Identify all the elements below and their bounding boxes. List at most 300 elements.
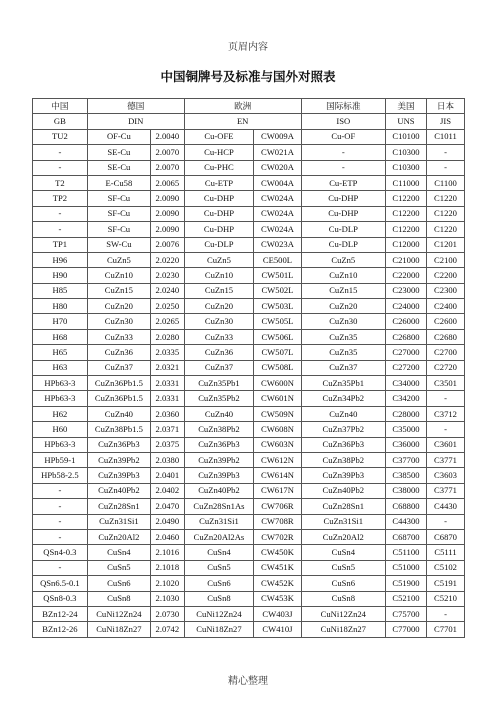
cell-en-number: CW702R	[254, 529, 301, 544]
cell-en-grade: CuZn15	[184, 283, 254, 298]
table-row	[33, 175, 465, 190]
cell-uns: C77000	[385, 622, 426, 637]
cell-din-grade: E-Cu58	[87, 175, 150, 190]
cell-en-number: CW608N	[254, 422, 301, 437]
cell-uns: C51000	[385, 560, 426, 575]
cell-gb: -	[33, 483, 88, 498]
cell-en-number: CW009A	[254, 129, 301, 144]
cell-gb: -	[33, 529, 88, 544]
cell-en-grade: Cu-PHC	[184, 160, 254, 175]
cell-din-number: 2.0331	[150, 376, 184, 391]
cell-uns: C37700	[385, 452, 426, 467]
table-row	[33, 268, 465, 283]
table-row	[33, 606, 465, 621]
cell-iso: CuZn34Pb2	[301, 391, 385, 406]
cell-en-number: CW509N	[254, 406, 301, 421]
header-europe: 欧洲	[184, 99, 301, 114]
cell-gb: BZn12-24	[33, 606, 88, 621]
cell-iso: CuZn40Pb2	[301, 483, 385, 498]
cell-din-grade: CuNi12Zn24	[87, 606, 150, 621]
cell-en-number: CW403J	[254, 606, 301, 621]
cell-din-number: 2.1020	[150, 576, 184, 591]
cell-din-number: 2.0065	[150, 175, 184, 190]
cell-iso: Cu-ETP	[301, 175, 385, 190]
table-row	[33, 468, 465, 483]
cell-en-number: CW024A	[254, 206, 301, 221]
cell-din-grade: CuZn36Pb1.5	[87, 391, 150, 406]
cell-uns: C10100	[385, 129, 426, 144]
cell-en-number: CW020A	[254, 160, 301, 175]
cell-jis: C1220	[427, 222, 465, 237]
cell-iso: Cu-DHP	[301, 206, 385, 221]
cell-gb: H65	[33, 345, 88, 360]
cell-din-grade: CuZn20	[87, 299, 150, 314]
cell-iso: CuSn4	[301, 545, 385, 560]
cell-din-grade: CuZn31Si1	[87, 514, 150, 529]
cell-gb: -	[33, 514, 88, 529]
cell-en-number: CW450K	[254, 545, 301, 560]
table-row	[33, 191, 465, 206]
cell-gb: TP1	[33, 237, 88, 252]
cell-uns: C27200	[385, 360, 426, 375]
table-row	[33, 376, 465, 391]
cell-en-number: CW024A	[254, 191, 301, 206]
table-row	[33, 206, 465, 221]
header-international: 国际标准	[301, 99, 385, 114]
cell-iso: CuSn8	[301, 591, 385, 606]
cell-uns: C38500	[385, 468, 426, 483]
table-row	[33, 452, 465, 467]
cell-iso: Cu-OF	[301, 129, 385, 144]
cell-iso: CuZn15	[301, 283, 385, 298]
table-row	[33, 237, 465, 252]
cell-din-grade: CuZn39Pb3	[87, 468, 150, 483]
cell-din-grade: CuSn8	[87, 591, 150, 606]
cell-din-grade: CuZn20Al2	[87, 529, 150, 544]
cell-din-number: 2.0321	[150, 360, 184, 375]
table-row	[33, 499, 465, 514]
cell-gb: T2	[33, 175, 88, 190]
table-row	[33, 299, 465, 314]
header-row-standard	[33, 114, 465, 129]
cell-jis: C2700	[427, 345, 465, 360]
cell-gb: TP2	[33, 191, 88, 206]
cell-gb: H60	[33, 422, 88, 437]
cell-din-number: 2.0090	[150, 222, 184, 237]
cell-iso: Cu-DLP	[301, 237, 385, 252]
table-row	[33, 314, 465, 329]
cell-jis: C2200	[427, 268, 465, 283]
cell-uns: C27000	[385, 345, 426, 360]
cell-jis: C2720	[427, 360, 465, 375]
cell-din-number: 2.0090	[150, 206, 184, 221]
cell-jis: C6870	[427, 529, 465, 544]
cell-en-number: CW601N	[254, 391, 301, 406]
cell-jis: -	[427, 422, 465, 437]
cell-din-grade: CuZn40	[87, 406, 150, 421]
table-row	[33, 391, 465, 406]
cell-en-number: CW507L	[254, 345, 301, 360]
cell-din-grade: CuZn39Pb2	[87, 452, 150, 467]
cell-din-grade: CuZn38Pb1.5	[87, 422, 150, 437]
cell-uns: C38000	[385, 483, 426, 498]
cell-din-number: 2.0220	[150, 252, 184, 267]
cell-din-number: 2.0040	[150, 129, 184, 144]
table-container	[32, 98, 465, 638]
cell-jis: C5191	[427, 576, 465, 591]
cell-uns: C21000	[385, 252, 426, 267]
cell-en-grade: Cu-ETP	[184, 175, 254, 190]
cell-jis: C5102	[427, 560, 465, 575]
cell-din-number: 2.0730	[150, 606, 184, 621]
cell-uns: C12000	[385, 237, 426, 252]
cell-iso: CuZn35	[301, 329, 385, 344]
cell-en-grade: CuSn6	[184, 576, 254, 591]
table-row	[33, 222, 465, 237]
cell-gb: H90	[33, 268, 88, 283]
cell-gb: QSn8-0.3	[33, 591, 88, 606]
cell-en-grade: CuZn37	[184, 360, 254, 375]
table-row	[33, 422, 465, 437]
cell-din-grade: SW-Cu	[87, 237, 150, 252]
cell-din-grade: CuZn36Pb3	[87, 437, 150, 452]
table-row	[33, 545, 465, 560]
cell-en-grade: CuZn10	[184, 268, 254, 283]
cell-din-grade: CuZn30	[87, 314, 150, 329]
cell-din-number: 2.0331	[150, 391, 184, 406]
cell-gb: -	[33, 560, 88, 575]
table-row	[33, 360, 465, 375]
cell-din-number: 2.1016	[150, 545, 184, 560]
cell-din-grade: CuZn40Pb2	[87, 483, 150, 498]
cell-uns: C23000	[385, 283, 426, 298]
header-usa: 美国	[385, 99, 426, 114]
cell-din-grade: SE-Cu	[87, 160, 150, 175]
cell-en-number: CW023A	[254, 237, 301, 252]
cell-din-grade: SE-Cu	[87, 145, 150, 160]
cell-en-grade: CuZn5	[184, 252, 254, 267]
cell-en-number: CW503L	[254, 299, 301, 314]
cell-en-grade: CuZn36Pb3	[184, 437, 254, 452]
table-row	[33, 560, 465, 575]
table-row	[33, 329, 465, 344]
cell-gb: H62	[33, 406, 88, 421]
cell-jis: C5111	[427, 545, 465, 560]
cell-gb: -	[33, 145, 88, 160]
table-body	[33, 129, 465, 637]
header-gb: GB	[33, 114, 88, 129]
cell-din-number: 2.0070	[150, 160, 184, 175]
cell-uns: C12200	[385, 191, 426, 206]
cell-gb: H63	[33, 360, 88, 375]
cell-uns: C68800	[385, 499, 426, 514]
cell-en-grade: Cu-DHP	[184, 222, 254, 237]
header-jis: JIS	[427, 114, 465, 129]
cell-din-grade: SF-Cu	[87, 206, 150, 221]
header-germany: 德国	[87, 99, 184, 114]
cell-uns: C11000	[385, 175, 426, 190]
table-row	[33, 622, 465, 637]
cell-din-number: 2.0280	[150, 329, 184, 344]
cell-gb: HPb63-3	[33, 391, 88, 406]
cell-jis: C3501	[427, 376, 465, 391]
cell-gb: HPb63-3	[33, 437, 88, 452]
cell-iso: CuZn35	[301, 345, 385, 360]
cell-jis: -	[427, 145, 465, 160]
cell-jis: C3601	[427, 437, 465, 452]
cell-jis: C1201	[427, 237, 465, 252]
cell-gb: H96	[33, 252, 88, 267]
cell-din-number: 2.0402	[150, 483, 184, 498]
cell-en-grade: CuZn30	[184, 314, 254, 329]
cell-gb: TU2	[33, 129, 88, 144]
cell-gb: BZn12-26	[33, 622, 88, 637]
cell-en-number: CW452K	[254, 576, 301, 591]
cell-iso: -	[301, 160, 385, 175]
cell-jis: C1100	[427, 175, 465, 190]
cell-din-grade: SF-Cu	[87, 222, 150, 237]
cell-en-number: CW453K	[254, 591, 301, 606]
cell-en-grade: CuZn33	[184, 329, 254, 344]
cell-jis: C1220	[427, 191, 465, 206]
header-china: 中国	[33, 99, 88, 114]
cell-din-grade: CuZn36	[87, 345, 150, 360]
cell-en-grade: Cu-OFE	[184, 129, 254, 144]
cell-iso: CuSn5	[301, 560, 385, 575]
cell-en-grade: CuZn39Pb3	[184, 468, 254, 483]
cell-jis: C2400	[427, 299, 465, 314]
cell-en-grade: CuZn38Pb2	[184, 422, 254, 437]
cell-din-grade: CuZn5	[87, 252, 150, 267]
cell-gb: -	[33, 160, 88, 175]
table-row	[33, 437, 465, 452]
cell-din-grade: CuZn37	[87, 360, 150, 375]
cell-gb: QSn6.5-0.1	[33, 576, 88, 591]
cell-din-grade: CuNi18Zn27	[87, 622, 150, 637]
cell-en-grade: CuZn31Si1	[184, 514, 254, 529]
cell-gb: H80	[33, 299, 88, 314]
cell-jis: C2600	[427, 314, 465, 329]
cell-din-number: 2.0380	[150, 452, 184, 467]
cell-iso: CuZn37	[301, 360, 385, 375]
table-row	[33, 160, 465, 175]
cell-jis: C4430	[427, 499, 465, 514]
cell-en-number: CE500L	[254, 252, 301, 267]
cell-en-grade: Cu-DLP	[184, 237, 254, 252]
page-header: 页眉内容	[228, 42, 268, 53]
cell-din-grade: CuSn5	[87, 560, 150, 575]
cell-iso: CuZn36Pb3	[301, 437, 385, 452]
table-row	[33, 529, 465, 544]
cell-jis: C3771	[427, 452, 465, 467]
cell-en-number: CW612N	[254, 452, 301, 467]
cell-din-grade: CuZn36Pb1.5	[87, 376, 150, 391]
cell-iso: CuZn5	[301, 252, 385, 267]
cell-en-number: CW603N	[254, 437, 301, 452]
header-row-region	[33, 99, 465, 114]
cell-jis: -	[427, 514, 465, 529]
cell-uns: C26000	[385, 314, 426, 329]
table-row	[33, 345, 465, 360]
cell-jis: C1220	[427, 206, 465, 221]
cell-en-number: CW021A	[254, 145, 301, 160]
cell-iso: CuZn40	[301, 406, 385, 421]
cell-en-grade: CuZn36	[184, 345, 254, 360]
cell-uns: C75700	[385, 606, 426, 621]
cell-din-number: 2.0360	[150, 406, 184, 421]
cell-uns: C26800	[385, 329, 426, 344]
cell-jis: C2680	[427, 329, 465, 344]
cell-din-grade: CuZn33	[87, 329, 150, 344]
cell-din-grade: CuZn15	[87, 283, 150, 298]
cell-jis: C2100	[427, 252, 465, 267]
cell-gb: HPb59-1	[33, 452, 88, 467]
cell-uns: C34000	[385, 376, 426, 391]
cell-din-number: 2.0335	[150, 345, 184, 360]
cell-uns: C22000	[385, 268, 426, 283]
cell-en-number: CW617N	[254, 483, 301, 498]
table-row	[33, 283, 465, 298]
cell-gb: H85	[33, 283, 88, 298]
cell-iso: CuZn38Pb2	[301, 452, 385, 467]
table-row	[33, 591, 465, 606]
cell-en-grade: CuZn35Pb1	[184, 376, 254, 391]
cell-gb: HPb63-3	[33, 376, 88, 391]
cell-en-grade: CuZn39Pb2	[184, 452, 254, 467]
cell-uns: C12200	[385, 222, 426, 237]
table-row	[33, 576, 465, 591]
cell-iso: CuZn39Pb3	[301, 468, 385, 483]
cell-en-grade: CuZn20	[184, 299, 254, 314]
cell-din-number: 2.0470	[150, 499, 184, 514]
cell-din-number: 2.0742	[150, 622, 184, 637]
cell-din-grade: CuZn10	[87, 268, 150, 283]
cell-uns: C12200	[385, 206, 426, 221]
cell-din-number: 2.0401	[150, 468, 184, 483]
cell-iso: CuNi18Zn27	[301, 622, 385, 637]
cell-uns: C24000	[385, 299, 426, 314]
cell-uns: C51100	[385, 545, 426, 560]
cell-en-number: CW501L	[254, 268, 301, 283]
cell-din-grade: OF-Cu	[87, 129, 150, 144]
cell-iso: CuZn28Sn1	[301, 499, 385, 514]
cell-en-grade: CuZn28Sn1As	[184, 499, 254, 514]
cell-gb: H70	[33, 314, 88, 329]
cell-uns: C10300	[385, 145, 426, 160]
cell-en-number: CW506L	[254, 329, 301, 344]
table-row	[33, 514, 465, 529]
cell-en-number: CW004A	[254, 175, 301, 190]
cell-din-grade: CuZn28Sn1	[87, 499, 150, 514]
cell-jis: C3603	[427, 468, 465, 483]
cell-gb: -	[33, 499, 88, 514]
header-japan: 日本	[427, 99, 465, 114]
cell-en-grade: Cu-HCP	[184, 145, 254, 160]
cell-din-grade: SF-Cu	[87, 191, 150, 206]
cell-jis: C3771	[427, 483, 465, 498]
cell-gb: -	[33, 206, 88, 221]
cell-din-number: 2.0070	[150, 145, 184, 160]
cell-jis: -	[427, 160, 465, 175]
cell-en-grade: Cu-DHP	[184, 206, 254, 221]
cell-iso: CuNi12Zn24	[301, 606, 385, 621]
cell-uns: C36000	[385, 437, 426, 452]
table-row	[33, 129, 465, 144]
cell-en-number: CW706R	[254, 499, 301, 514]
cell-en-grade: CuZn40Pb2	[184, 483, 254, 498]
cell-jis: C1011	[427, 129, 465, 144]
cell-en-number: CW505L	[254, 314, 301, 329]
cell-en-number: CW451K	[254, 560, 301, 575]
cell-gb: QSn4-0.3	[33, 545, 88, 560]
header-uns: UNS	[385, 114, 426, 129]
cell-din-grade: CuSn4	[87, 545, 150, 560]
cell-en-number: CW502L	[254, 283, 301, 298]
cell-uns: C28000	[385, 406, 426, 421]
cell-uns: C51900	[385, 576, 426, 591]
cell-din-number: 2.0375	[150, 437, 184, 452]
cell-uns: C35000	[385, 422, 426, 437]
cell-en-grade: CuSn8	[184, 591, 254, 606]
cell-iso: CuZn20Al2	[301, 529, 385, 544]
cell-iso: Cu-DLP	[301, 222, 385, 237]
cell-iso: CuZn35Pb1	[301, 376, 385, 391]
cell-iso: CuZn20	[301, 299, 385, 314]
cell-uns: C68700	[385, 529, 426, 544]
cell-iso: CuZn30	[301, 314, 385, 329]
cell-iso: CuZn10	[301, 268, 385, 283]
header-en: EN	[184, 114, 301, 129]
cell-din-number: 2.0240	[150, 283, 184, 298]
cell-iso: CuZn37Pb2	[301, 422, 385, 437]
cell-iso: CuSn6	[301, 576, 385, 591]
cell-din-number: 2.0076	[150, 237, 184, 252]
cell-en-grade: CuNi18Zn27	[184, 622, 254, 637]
copper-grade-comparison-table	[32, 98, 465, 638]
cell-en-grade: Cu-DHP	[184, 191, 254, 206]
cell-en-number: CW600N	[254, 376, 301, 391]
cell-din-grade: CuSn6	[87, 576, 150, 591]
cell-en-grade: CuZn40	[184, 406, 254, 421]
cell-iso: Cu-DHP	[301, 191, 385, 206]
cell-din-number: 2.1018	[150, 560, 184, 575]
cell-gb: HPb58-2.5	[33, 468, 88, 483]
cell-en-grade: CuNi12Zn24	[184, 606, 254, 621]
cell-uns: C10300	[385, 160, 426, 175]
header-iso: ISO	[301, 114, 385, 129]
document-title: 中国铜牌号及标准与国外对照表	[160, 69, 336, 84]
cell-jis: C2300	[427, 283, 465, 298]
cell-en-grade: CuZn35Pb2	[184, 391, 254, 406]
cell-iso: -	[301, 145, 385, 160]
table-header	[33, 99, 465, 130]
table-row	[33, 252, 465, 267]
cell-uns: C52100	[385, 591, 426, 606]
table-row	[33, 145, 465, 160]
cell-din-number: 2.0090	[150, 191, 184, 206]
cell-din-number: 2.0250	[150, 299, 184, 314]
table-row	[33, 406, 465, 421]
cell-uns: C44300	[385, 514, 426, 529]
cell-uns: C34200	[385, 391, 426, 406]
cell-din-number: 2.0230	[150, 268, 184, 283]
cell-jis: C3712	[427, 406, 465, 421]
cell-en-number: CW708R	[254, 514, 301, 529]
header-din: DIN	[87, 114, 184, 129]
cell-en-number: CW508L	[254, 360, 301, 375]
cell-jis: C5210	[427, 591, 465, 606]
cell-iso: CuZn31Si1	[301, 514, 385, 529]
